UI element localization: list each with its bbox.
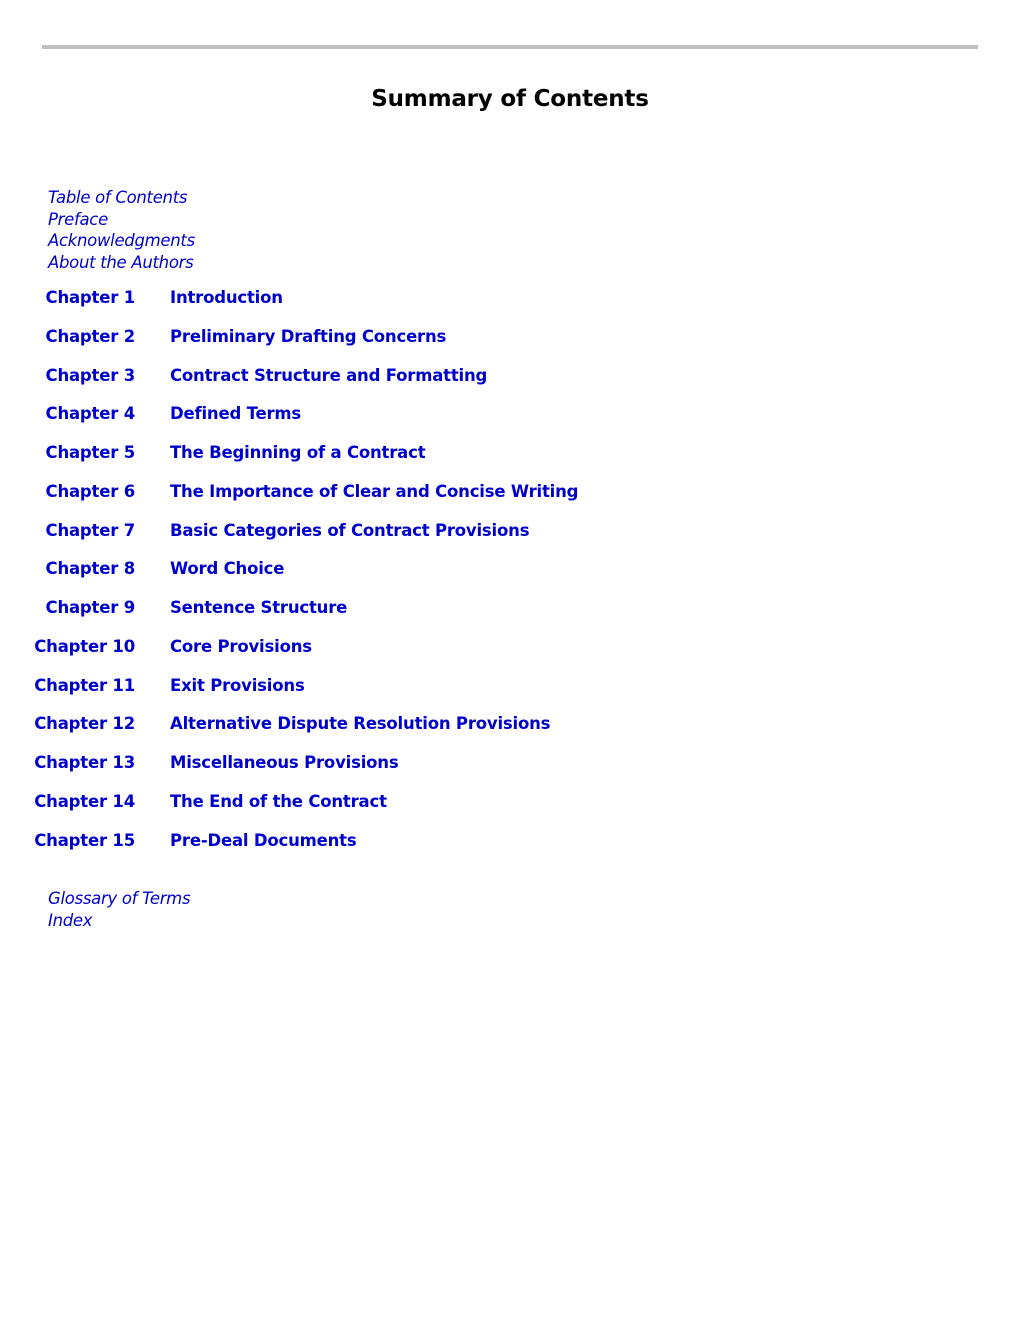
chapter-number-link[interactable]: Chapter 2 [45,326,135,346]
chapter-row-12[interactable] [0,712,700,751]
back-matter-link-index[interactable]: Index [48,910,93,930]
chapter-row-6[interactable] [0,480,700,519]
chapter-row-3[interactable] [0,364,700,403]
chapter-title-link[interactable]: Contract Structure and Formatting [170,365,488,385]
chapter-title-link[interactable]: Core Provisions [170,636,312,656]
chapter-row-15[interactable] [0,829,700,868]
chapter-title-link[interactable]: Defined Terms [170,404,302,424]
chapter-number-link[interactable]: Chapter 15 [34,830,135,850]
chapter-title-link[interactable]: Miscellaneous Provisions [170,753,399,772]
chapter-title-link[interactable]: Alternative Dispute Resolution Provisions [170,714,551,734]
chapter-row-14[interactable] [0,790,700,829]
chapter-title-link[interactable]: The Importance of Clear and Concise Writing [170,481,579,501]
chapter-title-link[interactable]: Word Choice [170,559,285,579]
chapter-number-link[interactable]: Chapter 4 [45,404,135,424]
front-matter-list [48,187,195,273]
chapter-number-link[interactable]: Chapter 6 [45,481,135,501]
chapter-row-1[interactable] [0,286,700,325]
chapter-number-link[interactable]: Chapter 7 [45,520,135,540]
chapter-number-link[interactable]: Chapter 8 [45,559,135,579]
back-matter-list [48,888,190,931]
chapter-title-link[interactable]: Exit Provisions [170,675,305,695]
chapter-list [0,286,700,867]
chapter-row-4[interactable] [0,402,700,441]
chapter-number-link[interactable]: Chapter 9 [45,598,135,617]
chapter-number-link[interactable]: Chapter 11 [34,675,135,695]
chapter-row-8[interactable] [0,557,700,596]
chapter-row-2[interactable] [0,325,700,364]
chapter-row-11[interactable] [0,674,700,713]
chapter-number-link[interactable]: Chapter 12 [34,714,135,734]
chapter-number-link[interactable]: Chapter 5 [45,443,135,462]
front-matter-link-table-of-contents[interactable]: Table of Contents [48,188,188,207]
top-divider [42,45,978,49]
chapter-number-link[interactable]: Chapter 13 [34,753,135,772]
chapter-number-link[interactable]: Chapter 1 [45,288,135,307]
chapter-title-link[interactable]: Pre-Deal Documents [170,830,357,850]
chapter-row-7[interactable] [0,519,700,558]
chapter-number-link[interactable]: Chapter 14 [34,791,135,811]
chapter-title-link[interactable]: Basic Categories of Contract Provisions [170,520,530,540]
chapter-title-link[interactable]: Sentence Structure [170,598,348,617]
chapter-row-5[interactable] [0,441,700,480]
chapter-number-link[interactable]: Chapter 10 [34,636,135,656]
front-matter-link-preface[interactable]: Preface [48,209,108,229]
chapter-row-13[interactable] [0,751,700,790]
chapter-title-link[interactable]: Preliminary Drafting Concerns [170,326,447,346]
chapter-row-10[interactable] [0,635,700,674]
chapter-title-link[interactable]: Introduction [170,288,283,307]
page-title: Summary of Contents [371,86,649,112]
chapter-number-link[interactable]: Chapter 3 [45,365,135,385]
chapter-row-9[interactable] [0,596,700,635]
front-matter-link-acknowledgments[interactable]: Acknowledgments [48,231,195,250]
front-matter-link-about-the-authors[interactable]: About the Authors [48,252,194,272]
chapter-title-link[interactable]: The End of the Contract [170,791,387,811]
back-matter-link-glossary-of-terms[interactable]: Glossary of Terms [48,889,191,908]
chapter-title-link[interactable]: The Beginning of a Contract [170,443,426,462]
